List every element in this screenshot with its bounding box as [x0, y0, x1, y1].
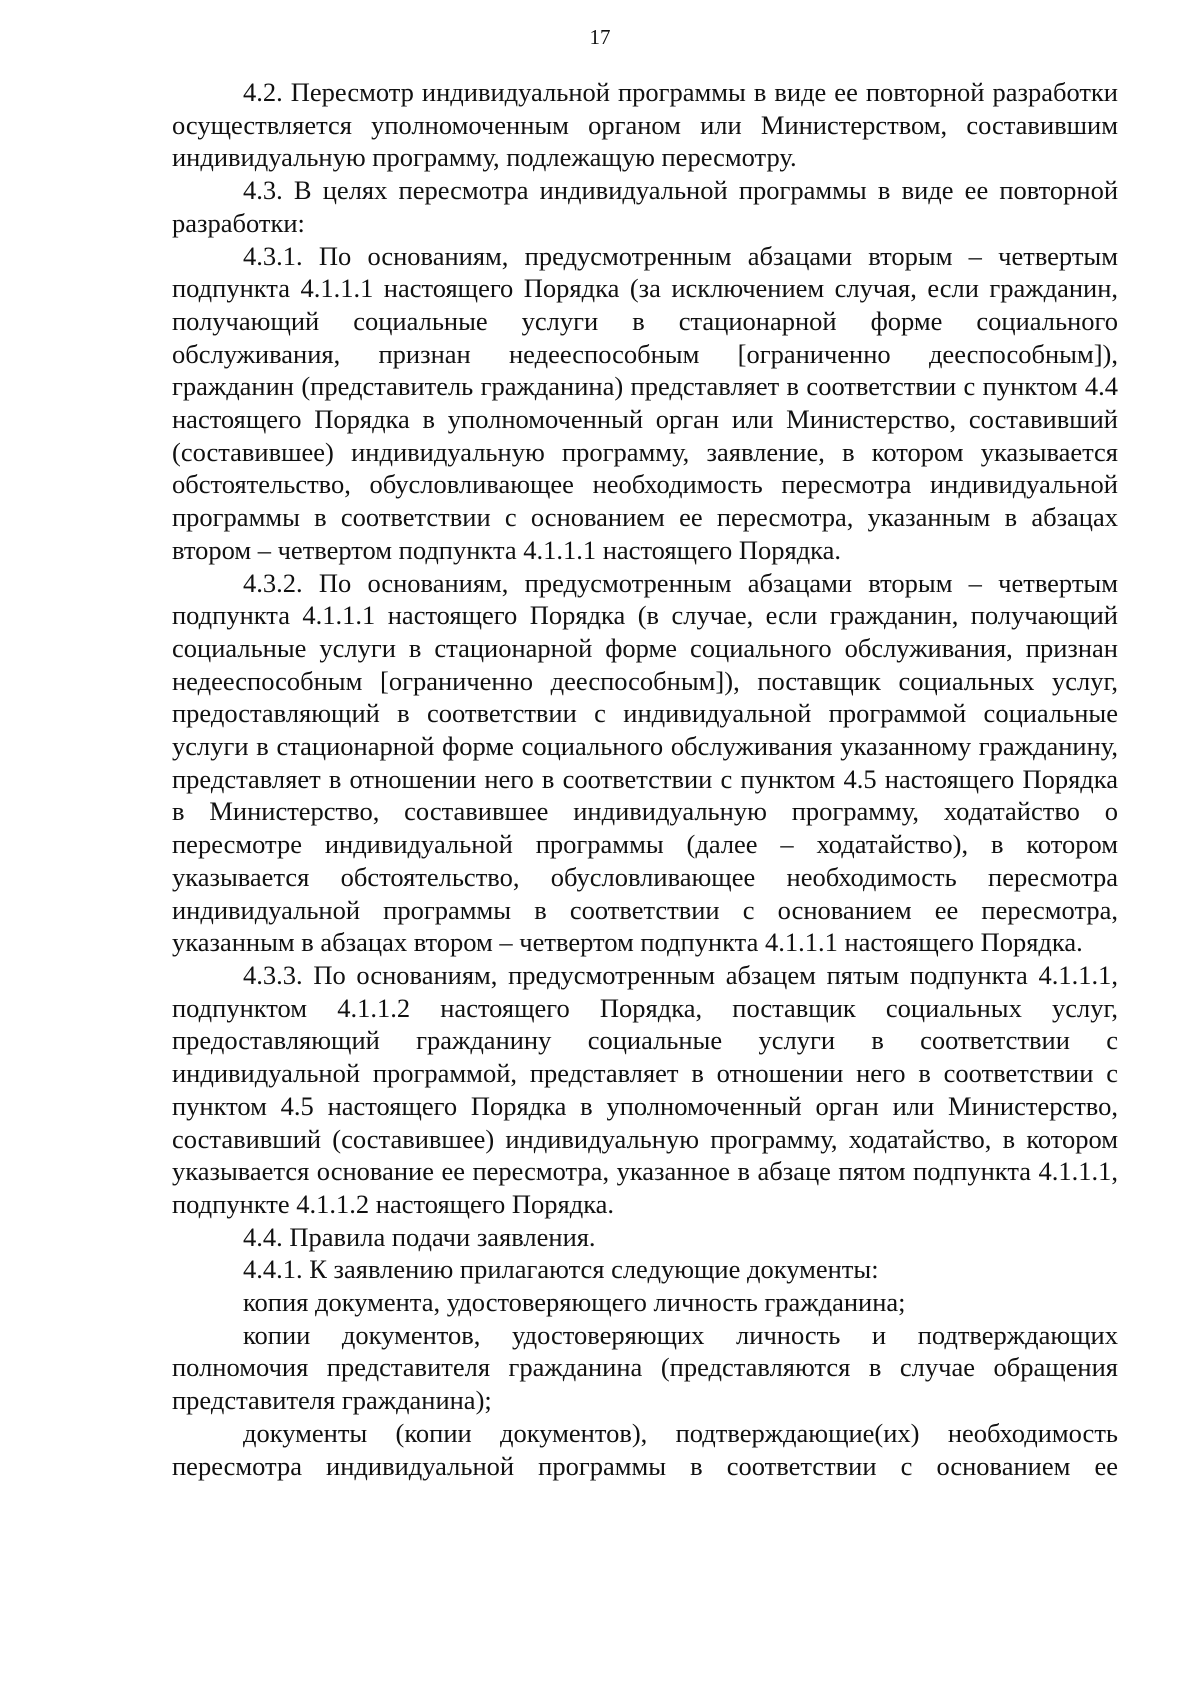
paragraph-4-4-1: 4.4.1. К заявлению прилагаются следующие документы: [243, 1254, 879, 1285]
paragraph-4-2: 4.2. Пересмотр индивидуальной программы в виде ее повторной разработки осуществляется уполномоченным органом или Министерством, составившим индивидуальную программу, подлежащую пересмотру. [172, 77, 1118, 173]
page-number: 17 [589, 25, 611, 49]
paragraph-4-3-2: 4.3.2. По основаниям, предусмотренным абзацами вторым – четвертым подпункта 4.1.1.1 настоящего Порядка (в случае, если гражданин, получающий социальные услуги в стационарной форме социального обслуживания, признан недееспособным [ограниченно дееспособным]), поставщик социальных услуг, предоставляющий в соответствии с индивидуальной программой социальные услуги в стационарной форме социального обслуживания указанному гражданину, представляет в отношении него в соответствии с пунктом 4.5 настоящего Порядка в Министерство, составившее индивидуальную программу, ходатайство о пересмотре индивидуальной программы (далее – ходатайство), в котором указывается обстоятельство, обусловливающее необходимость пересмотра индивидуальной программы в соответствии с основанием ее пересмотра, указанным в абзацах втором – четвертом подпункта 4.1.1.1 настоящего Порядка. [172, 567, 1118, 958]
paragraph-4-3: 4.3. В целях пересмотра индивидуальной программы в виде ее повторной разработки: [172, 175, 1118, 238]
list-item-supporting-documents: документы (копии документов), подтверждающие(их) необходимость пересмотра индивидуальной программы в соответствии с основанием ее [172, 1417, 1118, 1481]
paragraph-4-3-3: 4.3.3. По основаниям, предусмотренным абзацем пятым подпункта 4.1.1.1, подпунктом 4.1.1.2 настоящего Порядка, поставщик социальных услуг, предоставляющий гражданину социальные услуги в соответствии с индивидуальной программой, представляет в отношении него в соответствии с пунктом 4.5 настоящего Порядка в уполномоченный орган или Министерство, составивший (составившее) индивидуальную программу, ходатайство, в котором указывается основание ее пересмотра, указанное в абзаце пятом подпункта 4.1.1.1, подпункте 4.1.1.2 настоящего Порядка. [172, 959, 1118, 1219]
list-item-representative-copies: копии документов, удостоверяющих личность и подтверждающих полномочия представителя гражданина (представляются в случае обращения представителя гражданина); [172, 1319, 1118, 1416]
list-item-identity-copy: копия документа, удостоверяющего личность гражданина; [243, 1287, 906, 1318]
paragraph-4-3-1: 4.3.1. По основаниям, предусмотренным абзацами вторым – четвертым подпункта 4.1.1.1 настоящего Порядка (за исключением случая, если гражданин, получающий социальные услуги в стационарной форме социального обслуживания, признан недееспособным [ограниченно дееспособным]), гражданин (представитель гражданина) представляет в соответствии с пунктом 4.4 настоящего Порядка в уполномоченный орган или Министерство, составивший (составившее) индивидуальную программу, заявление, в котором указывается обстоятельство, обусловливающее необходимость пересмотра индивидуальной программы в соответствии с основанием ее пересмотра, указанным в абзацах втором – четвертом подпункта 4.1.1.1 настоящего Порядка. [172, 240, 1118, 565]
document-body [172, 76, 1118, 1482]
paragraph-4-4: 4.4. Правила подачи заявления. [243, 1221, 596, 1252]
